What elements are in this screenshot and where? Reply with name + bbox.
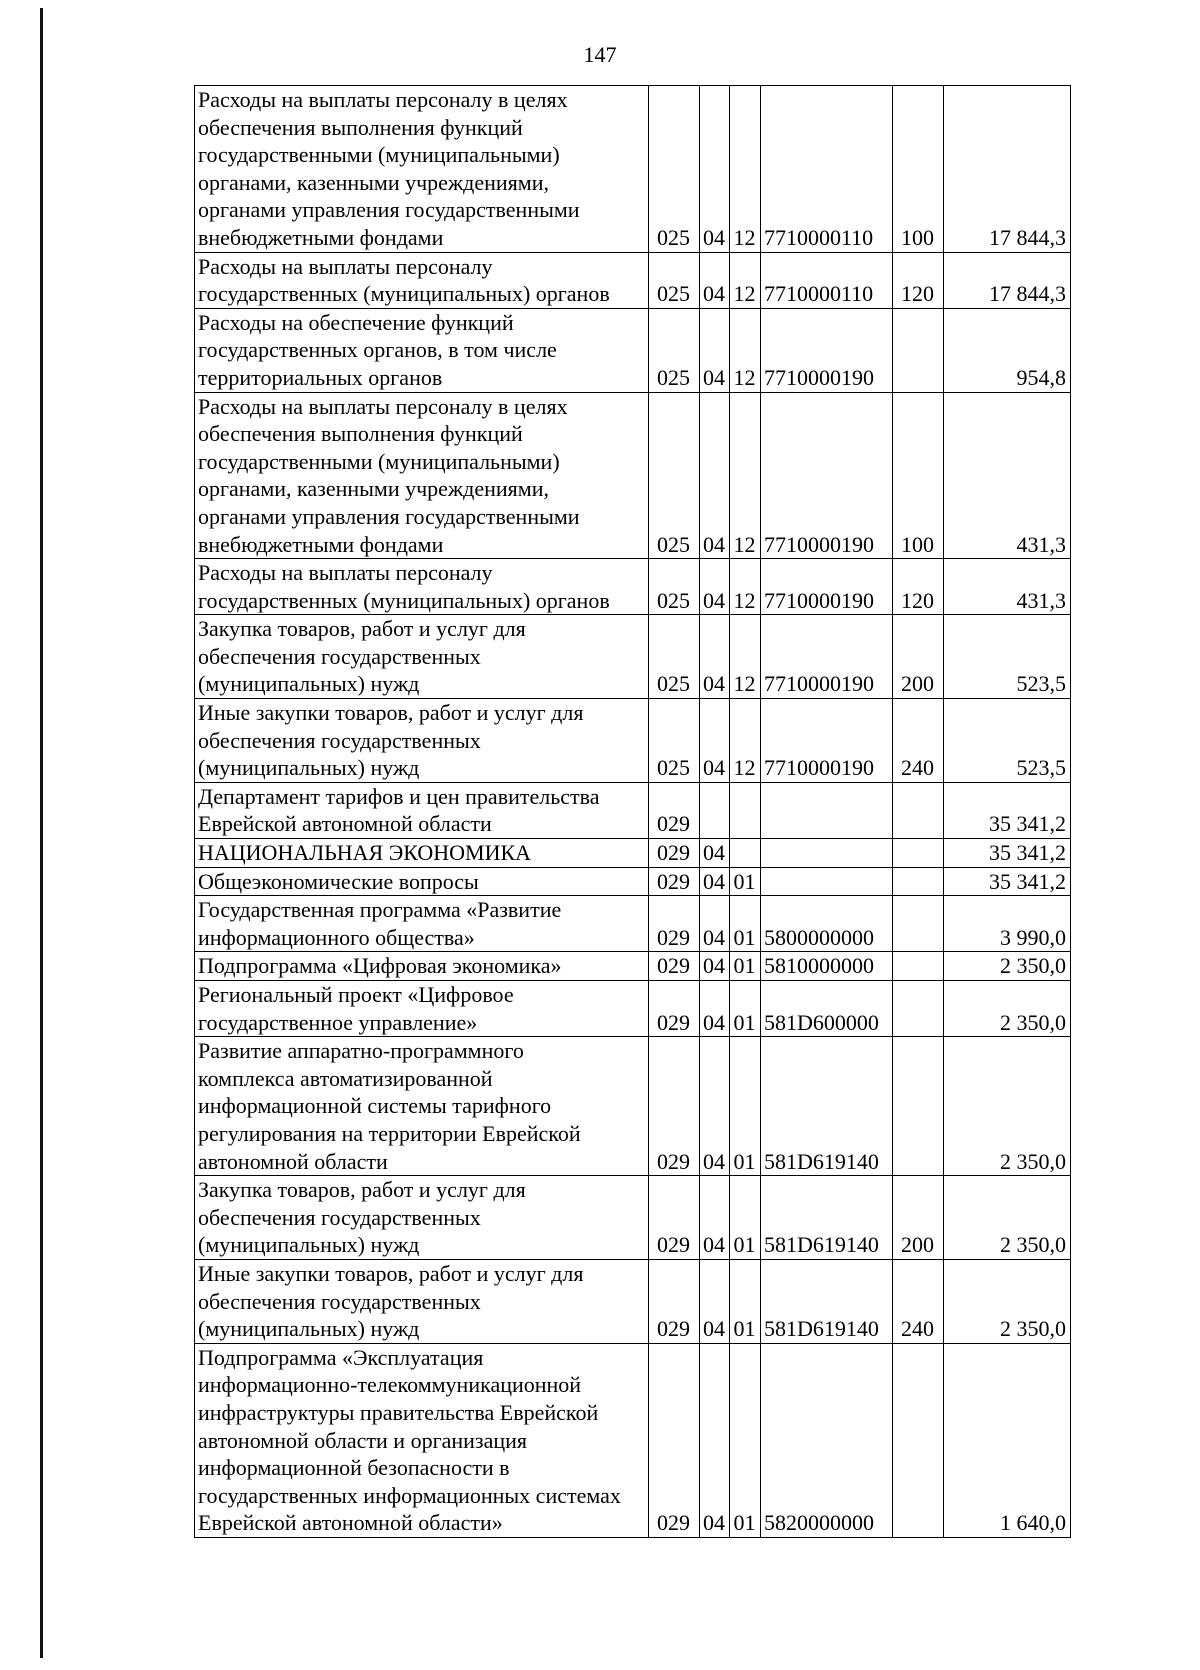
target-article-cell: 5810000000 — [761, 952, 893, 981]
row-name-cell: Подпрограмма «Цифровая экономика» — [195, 952, 649, 981]
subsection-code-cell — [730, 839, 761, 868]
table-row — [195, 615, 1071, 699]
table-row — [195, 981, 1071, 1037]
amount-cell: 35 341,2 — [944, 867, 1071, 896]
section-code-cell: 04 — [700, 308, 730, 392]
amount-cell: 523,5 — [944, 699, 1071, 783]
row-name-cell: Иные закупки товаров, работ и услуг для обеспечения государственных (муниципальных) нужд — [195, 1259, 649, 1343]
section-code-cell: 04 — [700, 559, 730, 615]
table-row — [195, 392, 1071, 559]
expense-type-cell — [893, 308, 944, 392]
ministry-code-cell: 025 — [649, 252, 700, 308]
table-row — [195, 86, 1071, 253]
subsection-code-cell: 01 — [730, 1343, 761, 1537]
subsection-code-cell: 12 — [730, 559, 761, 615]
section-code-cell: 04 — [700, 615, 730, 699]
target-article-cell: 7710000110 — [761, 86, 893, 253]
page-number: 147 — [583, 42, 617, 67]
row-name-cell: Расходы на выплаты персоналу государственных (муниципальных) органов — [195, 559, 649, 615]
row-name-cell: Расходы на обеспечение функций государственных органов, в том числе территориальных органов — [195, 308, 649, 392]
subsection-code-cell: 12 — [730, 392, 761, 559]
subsection-code-cell: 01 — [730, 867, 761, 896]
ministry-code-cell: 029 — [649, 1176, 700, 1260]
subsection-code-cell: 12 — [730, 615, 761, 699]
table-row — [195, 839, 1071, 868]
target-article-cell — [761, 782, 893, 838]
section-code-cell: 04 — [700, 86, 730, 253]
ministry-code-cell: 029 — [649, 981, 700, 1037]
table-row — [195, 559, 1071, 615]
table-row — [195, 867, 1071, 896]
ministry-code-cell: 025 — [649, 615, 700, 699]
table-row — [195, 1343, 1071, 1537]
subsection-code-cell: 01 — [730, 896, 761, 952]
ministry-code-cell: 025 — [649, 86, 700, 253]
table-row — [195, 1259, 1071, 1343]
section-code-cell: 04 — [700, 1176, 730, 1260]
expense-type-cell: 120 — [893, 252, 944, 308]
expense-type-cell: 120 — [893, 559, 944, 615]
target-article-cell: 7710000190 — [761, 392, 893, 559]
section-code-cell: 04 — [700, 392, 730, 559]
ministry-code-cell: 025 — [649, 392, 700, 559]
target-article-cell: 5820000000 — [761, 1343, 893, 1537]
section-code-cell: 04 — [700, 952, 730, 981]
ministry-code-cell: 025 — [649, 308, 700, 392]
expense-type-cell — [893, 839, 944, 868]
target-article-cell: 7710000110 — [761, 252, 893, 308]
subsection-code-cell: 01 — [730, 1037, 761, 1176]
amount-cell: 431,3 — [944, 559, 1071, 615]
ministry-code-cell: 029 — [649, 839, 700, 868]
target-article-cell: 7710000190 — [761, 559, 893, 615]
subsection-code-cell: 12 — [730, 252, 761, 308]
row-name-cell: Расходы на выплаты персоналу в целях обеспечения выполнения функций государственными (муниципальными) органами, казенными учреждениями, органами управления государственными внебюджетными фондами — [195, 86, 649, 253]
expense-type-cell — [893, 1343, 944, 1537]
expense-type-cell: 100 — [893, 86, 944, 253]
section-code-cell: 04 — [700, 839, 730, 868]
ministry-code-cell: 029 — [649, 1037, 700, 1176]
row-name-cell: Государственная программа «Развитие информационного общества» — [195, 896, 649, 952]
expense-type-cell — [893, 782, 944, 838]
amount-cell: 954,8 — [944, 308, 1071, 392]
row-name-cell: Департамент тарифов и цен правительства Еврейской автономной области — [195, 782, 649, 838]
row-name-cell: Закупка товаров, работ и услуг для обеспечения государственных (муниципальных) нужд — [195, 1176, 649, 1260]
target-article-cell — [761, 867, 893, 896]
table-row — [195, 699, 1071, 783]
row-name-cell: Закупка товаров, работ и услуг для обеспечения государственных (муниципальных) нужд — [195, 615, 649, 699]
amount-cell: 35 341,2 — [944, 839, 1071, 868]
row-name-cell: Развитие аппаратно-программного комплекса автоматизированной информационной системы тарифного регулирования на территории Еврейской автономной области — [195, 1037, 649, 1176]
amount-cell: 2 350,0 — [944, 1259, 1071, 1343]
expense-type-cell — [893, 867, 944, 896]
target-article-cell: 581D619140 — [761, 1259, 893, 1343]
amount-cell: 1 640,0 — [944, 1343, 1071, 1537]
target-article-cell: 5800000000 — [761, 896, 893, 952]
table-row — [195, 952, 1071, 981]
table-row — [195, 782, 1071, 838]
amount-cell: 17 844,3 — [944, 86, 1071, 253]
target-article-cell: 581D600000 — [761, 981, 893, 1037]
target-article-cell: 581D619140 — [761, 1176, 893, 1260]
subsection-code-cell: 12 — [730, 308, 761, 392]
target-article-cell: 7710000190 — [761, 308, 893, 392]
row-name-cell: Подпрограмма «Эксплуатация информационно-телекоммуникационной инфраструктуры правительства Еврейской автономной области и организация информационной безопасности в государственных информационных системах Еврейской автономной области» — [195, 1343, 649, 1537]
expense-type-cell — [893, 1037, 944, 1176]
amount-cell: 523,5 — [944, 615, 1071, 699]
amount-cell: 3 990,0 — [944, 896, 1071, 952]
ministry-code-cell: 029 — [649, 1259, 700, 1343]
expense-type-cell: 200 — [893, 1176, 944, 1260]
ministry-code-cell: 029 — [649, 867, 700, 896]
section-code-cell: 04 — [700, 252, 730, 308]
section-code-cell: 04 — [700, 1037, 730, 1176]
budget-table — [194, 85, 1071, 1538]
expense-type-cell: 100 — [893, 392, 944, 559]
table-row — [195, 1037, 1071, 1176]
subsection-code-cell: 01 — [730, 981, 761, 1037]
amount-cell: 35 341,2 — [944, 782, 1071, 838]
section-code-cell: 04 — [700, 896, 730, 952]
row-name-cell: Иные закупки товаров, работ и услуг для обеспечения государственных (муниципальных) нужд — [195, 699, 649, 783]
ministry-code-cell: 025 — [649, 559, 700, 615]
target-article-cell: 7710000190 — [761, 615, 893, 699]
subsection-code-cell — [730, 782, 761, 838]
section-code-cell: 04 — [700, 867, 730, 896]
row-name-cell: Региональный проект «Цифровое государственное управление» — [195, 981, 649, 1037]
section-code-cell — [700, 782, 730, 838]
subsection-code-cell: 12 — [730, 86, 761, 253]
section-code-cell: 04 — [700, 1259, 730, 1343]
row-name-cell: Общеэкономические вопросы — [195, 867, 649, 896]
expense-type-cell: 240 — [893, 1259, 944, 1343]
subsection-code-cell: 01 — [730, 1259, 761, 1343]
expense-type-cell — [893, 952, 944, 981]
table-body — [195, 86, 1071, 1538]
subsection-code-cell: 01 — [730, 1176, 761, 1260]
amount-cell: 2 350,0 — [944, 981, 1071, 1037]
ministry-code-cell: 029 — [649, 782, 700, 838]
ministry-code-cell: 029 — [649, 952, 700, 981]
expense-type-cell: 200 — [893, 615, 944, 699]
target-article-cell — [761, 839, 893, 868]
subsection-code-cell: 12 — [730, 699, 761, 783]
target-article-cell: 7710000190 — [761, 699, 893, 783]
amount-cell: 2 350,0 — [944, 1037, 1071, 1176]
row-name-cell: Расходы на выплаты персоналу в целях обеспечения выполнения функций государственными (муниципальными) органами, казенными учреждениями, органами управления государственными внебюджетными фондами — [195, 392, 649, 559]
scan-edge-line — [40, 8, 43, 1658]
table-row — [195, 1176, 1071, 1260]
expense-type-cell — [893, 896, 944, 952]
section-code-cell: 04 — [700, 699, 730, 783]
section-code-cell: 04 — [700, 1343, 730, 1537]
amount-cell: 2 350,0 — [944, 1176, 1071, 1260]
ministry-code-cell: 025 — [649, 699, 700, 783]
ministry-code-cell: 029 — [649, 896, 700, 952]
subsection-code-cell: 01 — [730, 952, 761, 981]
expense-type-cell: 240 — [893, 699, 944, 783]
row-name-cell: НАЦИОНАЛЬНАЯ ЭКОНОМИКА — [195, 839, 649, 868]
table-row — [195, 252, 1071, 308]
amount-cell: 2 350,0 — [944, 952, 1071, 981]
amount-cell: 17 844,3 — [944, 252, 1071, 308]
table-row — [195, 308, 1071, 392]
table-row — [195, 896, 1071, 952]
section-code-cell: 04 — [700, 981, 730, 1037]
ministry-code-cell: 029 — [649, 1343, 700, 1537]
amount-cell: 431,3 — [944, 392, 1071, 559]
row-name-cell: Расходы на выплаты персоналу государственных (муниципальных) органов — [195, 252, 649, 308]
expense-type-cell — [893, 981, 944, 1037]
target-article-cell: 581D619140 — [761, 1037, 893, 1176]
